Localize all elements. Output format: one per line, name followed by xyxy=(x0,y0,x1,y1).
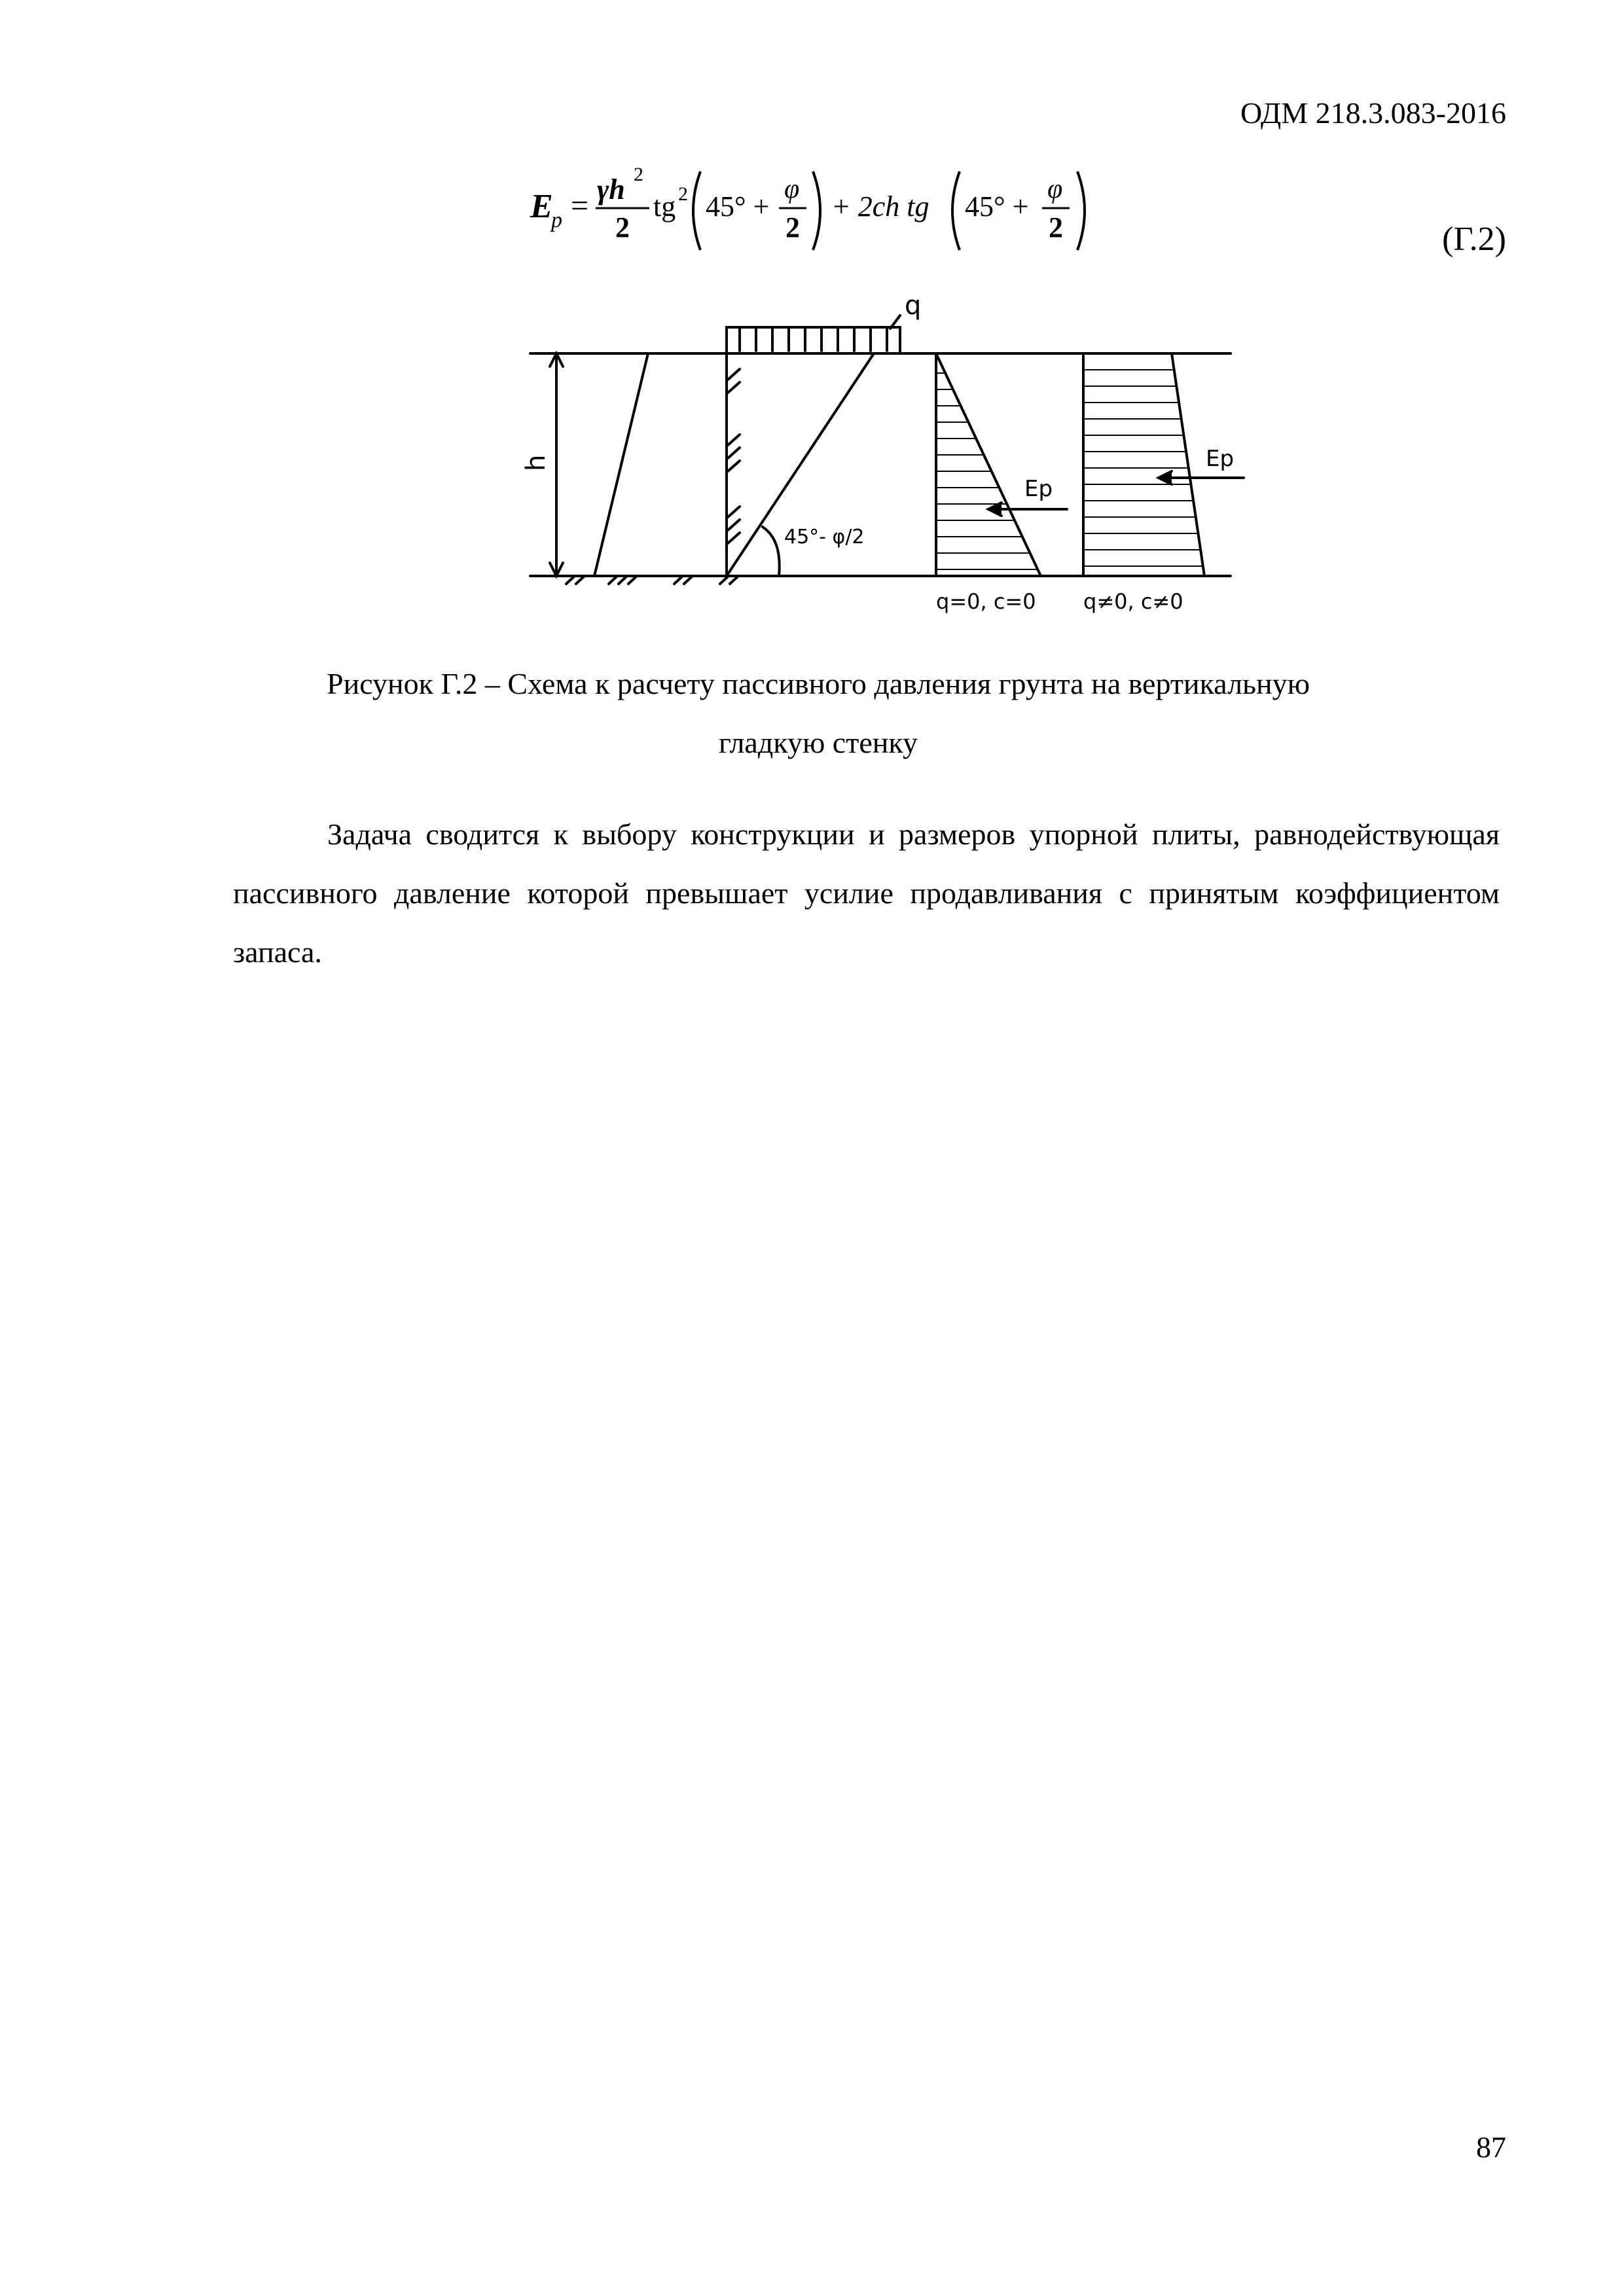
body-paragraph: Задача сводится к выбору конструкции и размеров упорной плиты, равнодействующая пассивного давление которой превышает усилие продавливания с принятым коэффициентом запаса. xyxy=(233,817,1500,969)
pressure-diagram-triangle xyxy=(936,353,1041,576)
ep-arrow-2-head xyxy=(1159,471,1172,484)
figure-caption xyxy=(262,655,1375,772)
angle-arc xyxy=(763,527,780,576)
formula-lhs-sub: p xyxy=(551,208,562,232)
formula-paren-close-2 xyxy=(1077,171,1085,250)
document-code: ОДМ 218.3.083-2016 xyxy=(1240,96,1506,130)
formula-angle-1: 45° + xyxy=(706,190,770,223)
label-q: q xyxy=(905,291,922,321)
label-angle: 45°- φ/2 xyxy=(784,526,865,548)
formula-angle-2: 45° + xyxy=(965,190,1029,223)
formula-two-2: 2 xyxy=(1049,211,1063,243)
formula-paren-open-1 xyxy=(693,171,700,250)
formula-phi-2: φ xyxy=(1047,174,1063,204)
caption-line-1: Рисунок Г.2 – Схема к расчету пассивного давления грунта на вертикальную xyxy=(327,667,1310,700)
formula-paren-close-1 xyxy=(813,171,820,250)
formula-paren-open-2 xyxy=(952,171,960,250)
formula-two-1: 2 xyxy=(785,211,800,243)
formula-equals: = xyxy=(571,188,589,223)
load-q-arrows xyxy=(740,329,887,351)
label-condition-1: q=0, c=0 xyxy=(936,589,1036,614)
load-q-block xyxy=(727,327,900,353)
formula-frac1-numerator-exp: 2 xyxy=(634,164,643,185)
formula-frac1-denominator: 2 xyxy=(615,211,630,243)
retaining-wall xyxy=(594,353,727,576)
caption-line-2: гладкую стенку xyxy=(718,726,918,759)
formula-tg: tg xyxy=(653,190,676,223)
label-h: h xyxy=(521,454,551,471)
page-number: 87 xyxy=(1476,2130,1506,2164)
formula-lhs: E xyxy=(530,188,553,225)
trapezoid-hatching xyxy=(1083,370,1203,566)
formula-tg-exp: 2 xyxy=(678,183,688,205)
label-condition-2: q≠0, c≠0 xyxy=(1083,589,1183,614)
figure-g2-diagram xyxy=(504,281,1257,648)
label-ep-2: Ep xyxy=(1206,446,1235,472)
wall-hatching xyxy=(728,369,740,543)
formula-phi-1: φ xyxy=(784,174,800,204)
formula-number: (Г.2) xyxy=(1442,221,1506,258)
formula-plus-2ch: + 2ch tg xyxy=(831,190,929,223)
formula-frac1-numerator: γh xyxy=(597,173,625,206)
formula-g2 xyxy=(524,152,1113,270)
label-ep-1: Ep xyxy=(1024,476,1053,502)
triangle-hatching xyxy=(936,373,1036,569)
